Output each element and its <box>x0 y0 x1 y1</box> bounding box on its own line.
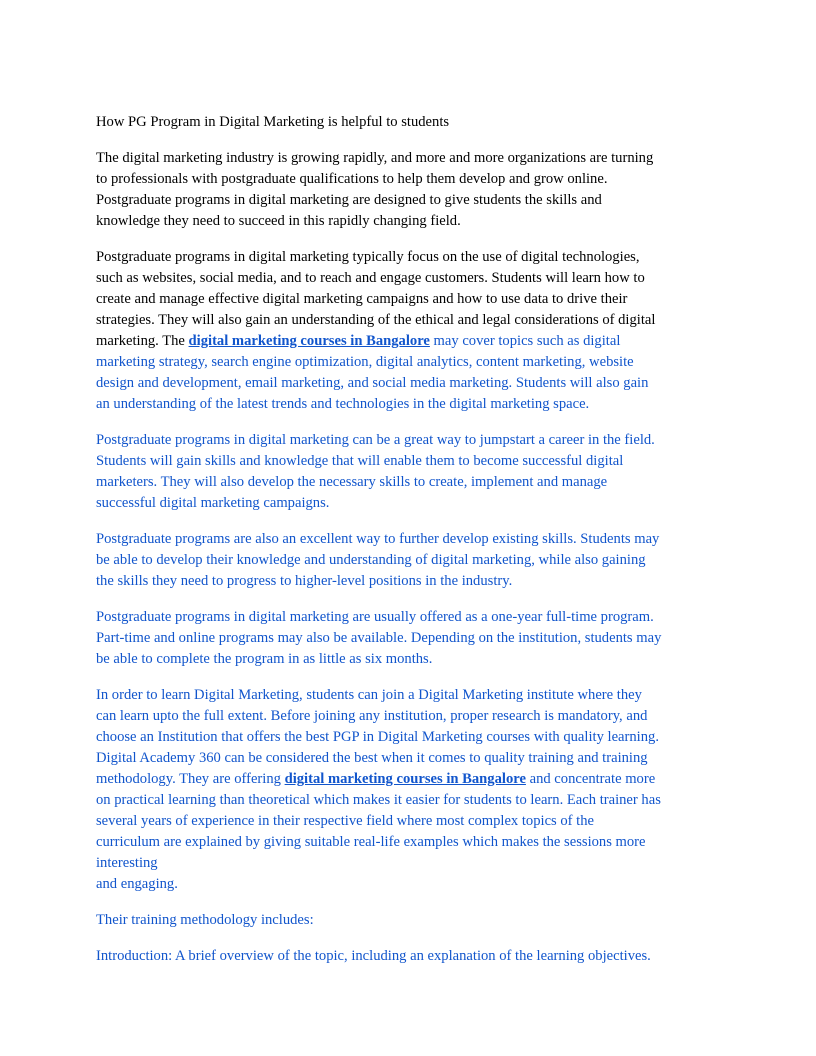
courses-link-1[interactable]: digital marketing courses in Bangalore <box>188 333 430 349</box>
paragraph-career: Postgraduate programs in digital marketing can be a great way to jumpstart a career in the field. Students will gain skills and knowledge that will enable them to become successful digital marketers. They will also develop the necessary skills to create, implement and manage successful digital marketing campaigns. <box>96 432 655 511</box>
document-title: How PG Program in Digital Marketing is helpful to students <box>96 114 450 130</box>
paragraph-programs-focus <box>96 247 732 415</box>
paragraph-intro: The digital marketing industry is growing rapidly, and more and more organizations are turning to professionals with postgraduate qualifications to help them develop and grow online. Postgraduate programs in digital marketing are designed to give students the skills and knowledge they need to succeed in this rapidly changing field. <box>96 150 654 229</box>
paragraph-institute-rest: and concentrate more on practical learning than theoretical which makes it easier for students to learn. Each trainer has several years of experience in their respective field where most complex topics of the curriculum are explained by giving suitable real-life examples which makes the sessions more interesting and engaging. <box>96 771 661 892</box>
paragraph-duration: Postgraduate programs in digital marketing are usually offered as a one-year full-time program. Part-time and online programs may also be available. Depending on the institution, students may be able to complete the program in as little as six months. <box>96 609 662 667</box>
paragraph-programs-focus-topics: may cover topics such as digital marketing strategy, search engine optimization, digital analytics, content marketing, website design and development, email marketing, and social media marketing. Students will also gain an understanding of the latest trends and technologies in the digital marketing space. <box>96 333 649 412</box>
paragraph-institute <box>96 685 732 895</box>
paragraph-methodology: Their training methodology includes: <box>96 912 314 928</box>
paragraph-skills: Postgraduate programs are also an excellent way to further develop existing skills. Students may be able to develop their knowledge and understanding of digital marketing, while also gaining the skills they need to progress to higher-level positions in the industry. <box>96 531 660 589</box>
paragraph-programs-focus-text: Postgraduate programs in digital marketing typically focus on the use of digital technologies, such as websites, social media, and to reach and engage customers. Students will learn how to create and manage effective digital marketing campaigns and how to use data to drive their strategies. They will also gain an understanding of the ethical and legal considerations of digital marketing. The <box>96 249 656 349</box>
paragraph-introduction-item: Introduction: A brief overview of the topic, including an explanation of the learning objectives. <box>96 948 651 964</box>
document-page <box>96 112 732 982</box>
courses-link-2[interactable]: digital marketing courses in Bangalore <box>284 771 526 787</box>
paragraph-institute-text: In order to learn Digital Marketing, students can join a Digital Marketing institute where they can learn upto the full extent. Before joining any institution, proper research is mandatory, and choose an Institution that offers the best PGP in Digital Marketing courses with quality learning. Digital Academy 360 can be considered the best when it comes to quality training and training methodology. They are offering <box>96 687 659 787</box>
